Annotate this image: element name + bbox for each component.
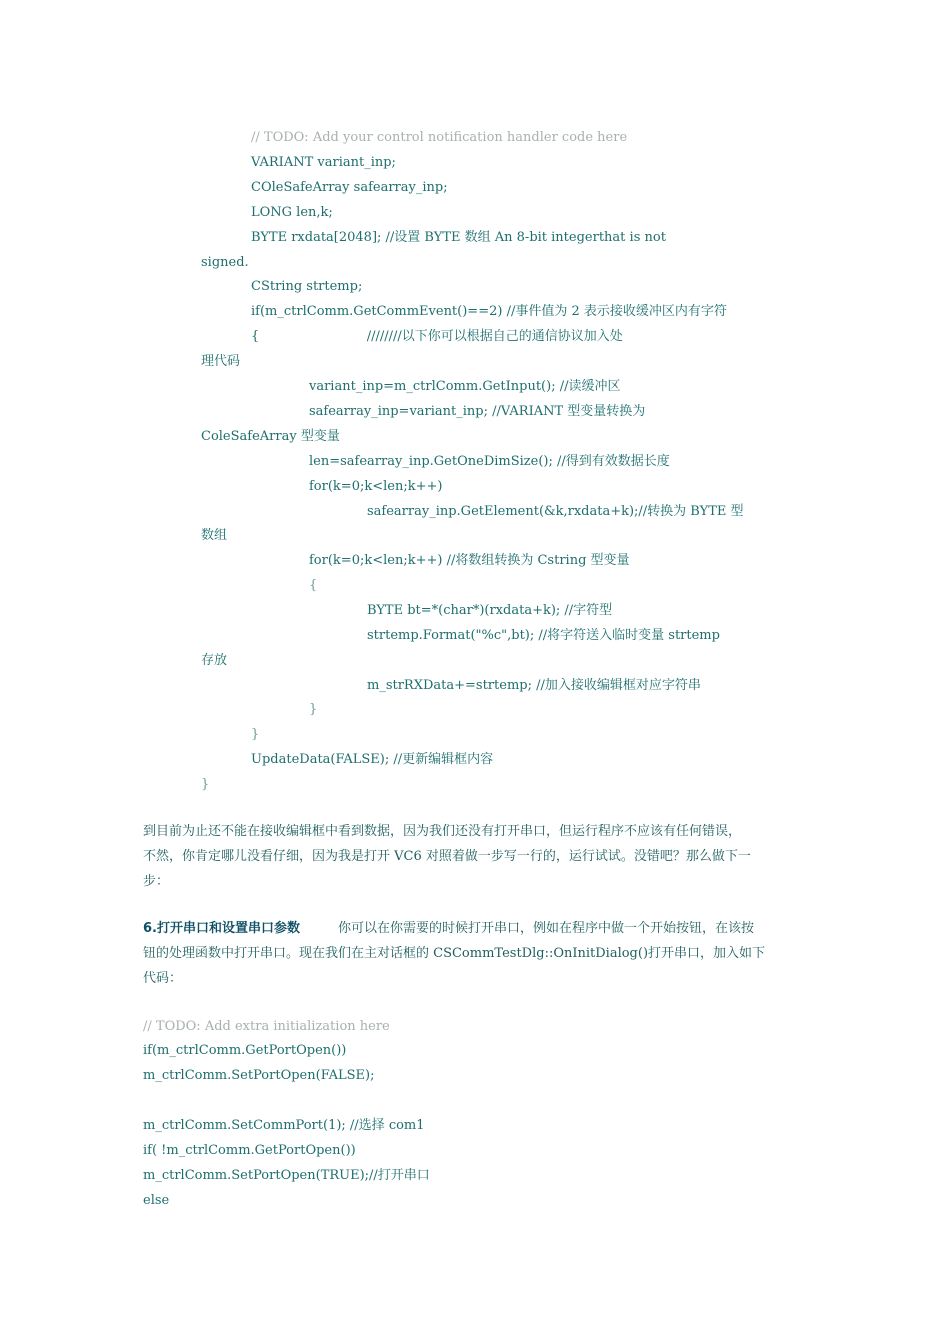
code-brace: } — [309, 702, 318, 717]
paragraph-line: 到目前为止还不能在接收编辑框中看到数据，因为我们还没有打开串口，但运行程序不应该有任何错误， — [143, 824, 742, 839]
code-line: VARIANT variant_inp; — [251, 155, 396, 170]
code-line: COleSafeArray safearray_inp; — [251, 180, 448, 195]
code-line-wrap: ColeSafeArray 型变量 — [201, 429, 340, 444]
code-line: m_ctrlComm.SetPortOpen(TRUE);//打开串口 — [143, 1168, 430, 1183]
paragraph-line: 不然，你肯定哪儿没看仔细，因为我是打开 VC6 对照着做一步写一行的，运行试试。没错吧？那么做下一 — [143, 849, 751, 864]
code-line: for(k=0;k<len;k++) — [309, 479, 443, 494]
code-line: m_strRXData+=strtemp; //加入接收编辑框对应字符串 — [367, 678, 701, 693]
code-line-wrap: 数组 — [201, 528, 228, 543]
paragraph-line: 你可以在你需要的时候打开串口，例如在程序中做一个开始按钮，在该按 — [338, 921, 755, 936]
code-brace: { — [309, 578, 318, 593]
code-line: strtemp.Format("%c",bt); //将字符送入临时变量 strtemp — [367, 628, 720, 643]
code-line: if( !m_ctrlComm.GetPortOpen()) — [143, 1143, 356, 1158]
code-line: len=safearray_inp.GetOneDimSize(); //得到有效数据长度 — [309, 454, 670, 469]
code-line: BYTE rxdata[2048]; //设置 BYTE 数组 An 8-bit integerthat is not — [251, 230, 666, 245]
code-line: if(m_ctrlComm.GetPortOpen()) — [143, 1043, 347, 1058]
code-line: else — [143, 1193, 170, 1208]
code-line: { ////////以下你可以根据自己的通信协议加入处 — [251, 329, 623, 344]
code-line: m_ctrlComm.SetCommPort(1); //选择 com1 — [143, 1118, 425, 1133]
code-line: m_ctrlComm.SetPortOpen(FALSE); — [143, 1068, 375, 1083]
code-line-wrap: 存放 — [201, 653, 228, 668]
code-line-wrap: signed. — [201, 255, 249, 270]
code-line: CString strtemp; — [251, 279, 363, 294]
code-line: for(k=0;k<len;k++) //将数组转换为 Cstring 型变量 — [309, 553, 630, 568]
code-brace: } — [201, 777, 210, 792]
code-line: safearray_inp.GetElement(&k,rxdata+k);//转换为 BYTE 型 — [367, 504, 744, 519]
code-line: variant_inp=m_ctrlComm.GetInput(); //读缓冲区 — [309, 379, 621, 394]
code-comment-todo: // TODO: Add your control notification handler code here — [251, 130, 628, 145]
code-line: LONG len,k; — [251, 205, 333, 220]
code-line: BYTE bt=*(char*)(rxdata+k); //字符型 — [367, 603, 613, 618]
code-line: UpdateData(FALSE); //更新编辑框内容 — [251, 752, 494, 767]
code-line: if(m_ctrlComm.GetCommEvent()==2) //事件值为 2 表示接收缓冲区内有字符 — [251, 304, 727, 319]
paragraph-line: 代码： — [143, 971, 183, 986]
section-heading: 6.打开串口和设置串口参数 — [143, 921, 300, 936]
code-brace: } — [251, 727, 260, 742]
code-line-wrap: 理代码 — [201, 354, 241, 369]
paragraph-line: 钮的处理函数中打开串口。现在我们在主对话框的 CSCommTestDlg::OnInitDialog()打开串口，加入如下 — [143, 946, 766, 961]
code-comment-todo: // TODO: Add extra initialization here — [143, 1019, 390, 1034]
paragraph-line: 步： — [143, 874, 170, 889]
code-line: safearray_inp=variant_inp; //VARIANT 型变量转换为 — [309, 404, 646, 419]
